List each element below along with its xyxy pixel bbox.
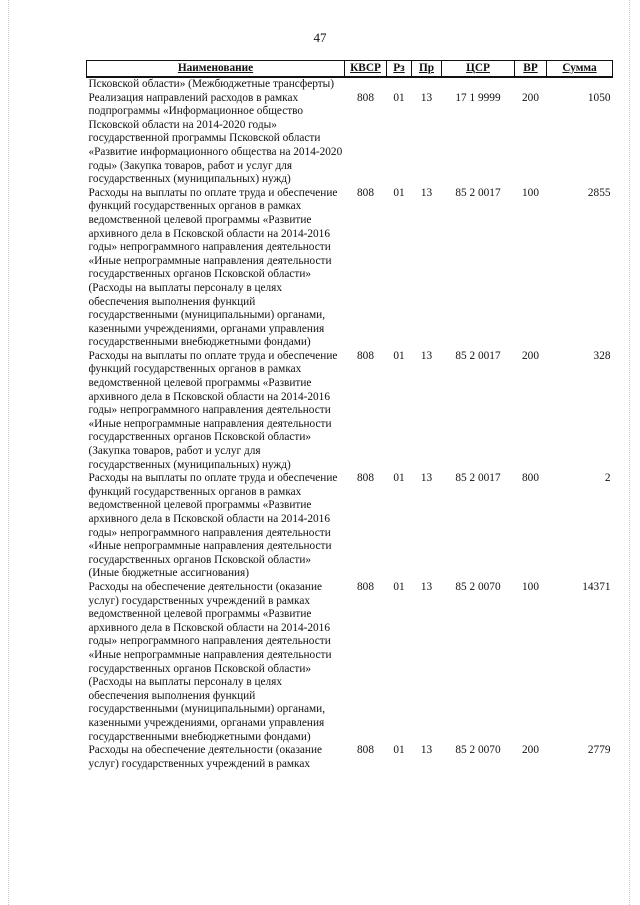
row-rz: 01 — [393, 744, 405, 757]
row-sum: 1050 — [587, 91, 611, 104]
row-name: Расходы на обеспечение деятельности (оказание услуг) государственных учреждений в рамках ведомственной целевой программы «Развитие архивного дела в Псковской области на 2014-2016 годы» непрограммного направления деятельности «Иные непрограммные направления деятельности государственных органов Псковской области» (Расходы на выплаты персоналу в целях обеспечения выполнения функций государственными (муниципальными) органами, казенными учреждениями, органами управления государственными внебюджетными фондами) — [88, 580, 332, 743]
row-sum: 14371 — [582, 580, 611, 593]
row-name: Расходы на обеспечение деятельности (оказание услуг) государственных учреждений в рамках — [88, 744, 323, 770]
row-vr: 800 — [522, 472, 539, 485]
header-vr: ВР — [515, 61, 547, 78]
header-csr: ЦСР — [442, 61, 515, 78]
row-sum — [547, 77, 613, 92]
row-pr: 13 — [420, 186, 433, 199]
row-csr: 85 2 0017 — [455, 349, 501, 362]
row-kvsr: 808 — [357, 580, 374, 593]
table-row — [87, 187, 613, 350]
row-sum: 2 — [604, 472, 611, 485]
row-pr: 13 — [420, 744, 433, 757]
row-csr: 17 1 9999 — [455, 91, 501, 104]
row-kvsr — [345, 77, 387, 92]
row-kvsr: 808 — [357, 349, 374, 362]
row-rz: 01 — [393, 349, 405, 362]
page-number: 47 — [313, 30, 327, 45]
table-row — [87, 77, 613, 92]
row-sum: 328 — [593, 349, 611, 362]
row-rz: 01 — [393, 91, 405, 104]
row-csr: 85 2 0070 — [455, 580, 501, 593]
row-rz: 01 — [393, 186, 405, 199]
header-pr: Пр — [412, 61, 442, 78]
row-kvsr: 808 — [357, 91, 374, 104]
row-csr: 85 2 0070 — [455, 744, 501, 757]
row-rz: 01 — [393, 580, 405, 593]
budget-table — [86, 60, 613, 771]
row-rz: 01 — [393, 472, 405, 485]
row-rz — [387, 77, 412, 92]
header-sum: Сумма — [547, 61, 613, 78]
row-kvsr: 808 — [357, 186, 374, 199]
row-csr: 85 2 0017 — [455, 472, 501, 485]
row-name: Расходы на выплаты по оплате труда и обеспечение функций государственных органов в рамках ведомственной целевой программы «Развитие архивного дела в Псковской области на 2014-2016 годы» непрограммного направления деятельности «Иные непрограммные направления деятельности государственных органов Псковской области» (Расходы на выплаты персоналу в целях обеспечения выполнения функций государственными (муниципальными) органами, казенными учреждениями, органами управления государственными внебюджетными фондами) — [88, 186, 338, 349]
row-vr: 100 — [522, 186, 539, 199]
scan-margin-left — [8, 0, 9, 905]
row-name: Расходы на выплаты по оплате труда и обеспечение функций государственных органов в рамках ведомственной целевой программы «Развитие архивного дела в Псковской области на 2014-2016 годы» непрограммного направления деятельности «Иные непрограммные направления деятельности государственных органов Псковской области» (Закупка товаров, работ и услуг для государственных (муниципальных) нужд) — [88, 349, 338, 471]
table-header-row — [87, 61, 613, 78]
header-kvsr: КВСР — [345, 61, 387, 78]
row-pr: 13 — [420, 472, 433, 485]
row-name: Реализация направлений расходов в рамках подпрограммы «Информационное общество Псковской области на 2014-2020 годы» государственной программы Псковской области «Развитие информационного общества на 2014-2020 годы» (Закупка товаров, работ и услуг для государственных (муниципальных) нужд) — [88, 91, 343, 186]
header-name: Наименование — [87, 61, 345, 78]
row-csr: 85 2 0017 — [455, 186, 501, 199]
table-row — [87, 581, 613, 744]
row-sum: 2779 — [587, 744, 611, 757]
row-kvsr: 808 — [357, 472, 374, 485]
row-vr: 200 — [522, 91, 539, 104]
scan-margin-right — [629, 0, 630, 905]
table-row — [87, 744, 613, 771]
row-name: Псковской области» (Межбюджетные трансферты) — [88, 78, 335, 90]
row-pr — [412, 77, 442, 92]
row-kvsr: 808 — [357, 744, 374, 757]
row-pr: 13 — [420, 91, 433, 104]
row-pr: 13 — [420, 580, 433, 593]
row-name: Расходы на выплаты по оплате труда и обеспечение функций государственных органов в рамках ведомственной целевой программы «Развитие архивного дела в Псковской области на 2014-2016 годы» непрограммного направления деятельности «Иные непрограммные направления деятельности государственных органов Псковской области» (Иные бюджетные ассигнования) — [88, 472, 338, 580]
table-row — [87, 472, 613, 581]
header-rz: Рз — [387, 61, 412, 78]
row-vr — [515, 77, 547, 92]
table-row — [87, 350, 613, 472]
row-csr — [442, 77, 515, 92]
row-vr: 200 — [522, 744, 539, 757]
table-row — [87, 92, 613, 187]
row-pr: 13 — [420, 349, 433, 362]
row-sum: 2855 — [587, 186, 611, 199]
row-vr: 200 — [522, 349, 539, 362]
row-vr: 100 — [522, 580, 539, 593]
